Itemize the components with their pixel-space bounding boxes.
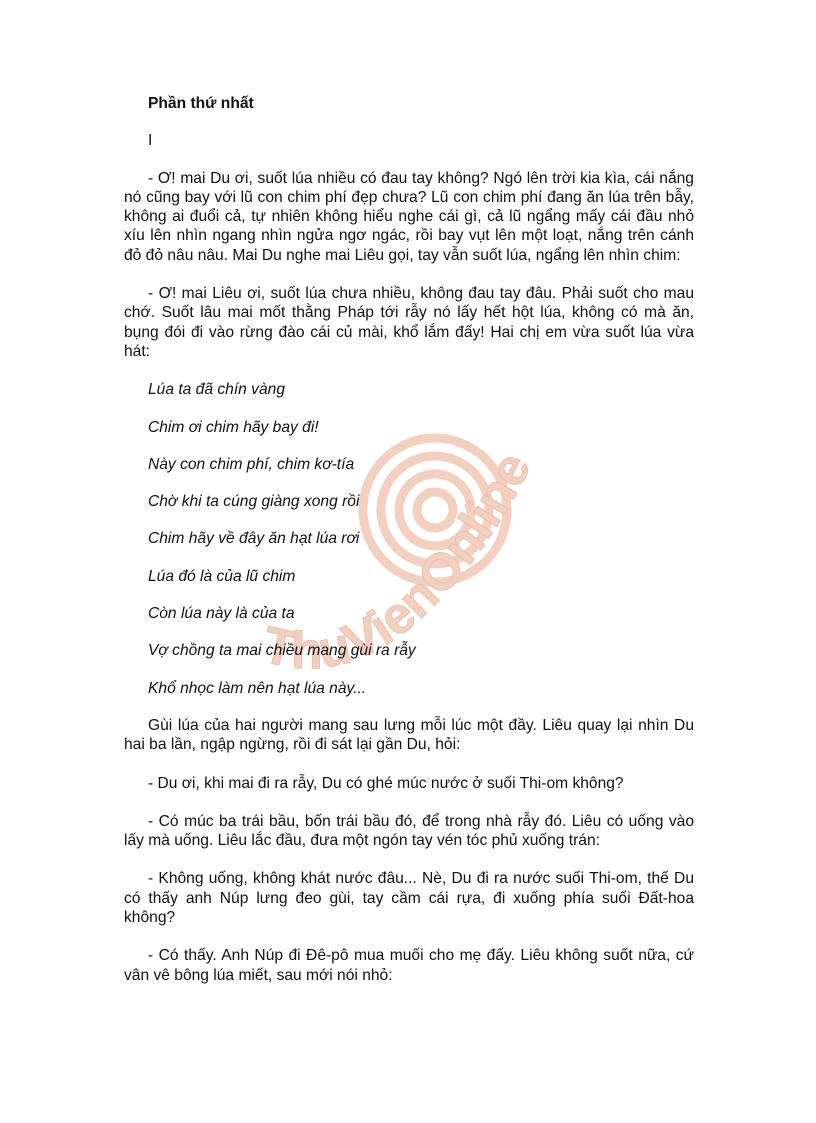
verse-line: Lúa đó là của lũ chim bbox=[148, 567, 296, 585]
document-body bbox=[124, 94, 694, 1004]
paragraph: - Có múc ba trái bầu, bốn trái bầu đó, để trong nhà rẫy đó. Liêu có uống vào lấy mà uống. Liêu lắc đầu, đưa một ngón tay vén tóc phủ xuống trán: bbox=[124, 812, 694, 850]
verse-line: Này con chim phí, chim kơ-tía bbox=[148, 455, 355, 473]
verse-line: Lúa ta đã chín vàng bbox=[148, 381, 285, 399]
paragraph: - Ơ! mai Du ơi, suốt lúa nhiều có đau tay không? Ngó lên trời kia kìa, cái nắng nó cũng bay với lũ con chim phí đẹp chưa? Lũ con chim phí đang ăn lúa trên bẫy, không ai đuổi cả, tự nhiên không hiểu nghe cái gì, cả lũ ngẩng mấy cái đầu nhỏ xíu lên nhìn ngang nhìn ngửa ngơ ngác, rồi bay vụt lên một loạt, nắng trên cánh đỏ đỏ nâu nâu. Mai Du nghe mai Liêu gọi, tay vẫn suốt lúa, ngẩng lên nhìn chim: bbox=[124, 169, 694, 264]
verse-line: Chim ơi chim hãy bay đi! bbox=[148, 418, 319, 436]
watermark-text: ThuVienOnline bbox=[257, 443, 543, 681]
part-heading: Phần thứ nhất bbox=[148, 95, 254, 112]
chapter-number: I bbox=[148, 132, 153, 150]
verse-line: Chờ khi ta cúng giàng xong rồi bbox=[148, 493, 360, 511]
paragraph: - Ơ! mai Liêu ơi, suốt lúa chưa nhiều, không đau tay đâu. Phải suốt cho mau chớ. Suốt lâu mai mốt thằng Pháp tới rẫy nó lấy hết hột lúa, không có mà ăn, bụng đói đi vào rừng đào cái củ mài, khổ lắm đấy! Hai chị em vừa suốt lúa vừa hát: bbox=[124, 285, 694, 360]
verse-line: Chim hãy về đây ăn hạt lúa rơi bbox=[148, 530, 360, 548]
verse-line: Còn lúa này là của ta bbox=[148, 605, 295, 623]
paragraph: Gùi lúa của hai người mang sau lưng mỗi lúc một đầy. Liêu quay lại nhìn Du hai ba lần, ngập ngừng, rồi đi sát lại gần Du, hỏi: bbox=[124, 716, 694, 754]
paragraph: - Du ơi, khi mai đi ra rẫy, Du có ghé múc nước ở suối Thi-om không? bbox=[148, 774, 624, 792]
paragraph: - Không uống, không khát nước đâu... Nè, Du đi ra nước suối Thi-om, thế Du có thấy anh Núp lưng đeo gùi, tay cầm cái rựa, đi xuống phía suối Đất-hoa không? bbox=[124, 870, 694, 927]
paragraph: - Có thấy. Anh Núp đi Đê-pô mua muối cho mẹ đấy. Liêu không suốt nữa, cứ vân vê bông lúa miết, sau mới nói nhỏ: bbox=[124, 947, 694, 984]
verse-line: Vợ chồng ta mai chiều mang gùi ra rẫy bbox=[148, 642, 416, 660]
verse-line: Khổ nhọc làm nên hạt lúa này... bbox=[148, 679, 367, 697]
